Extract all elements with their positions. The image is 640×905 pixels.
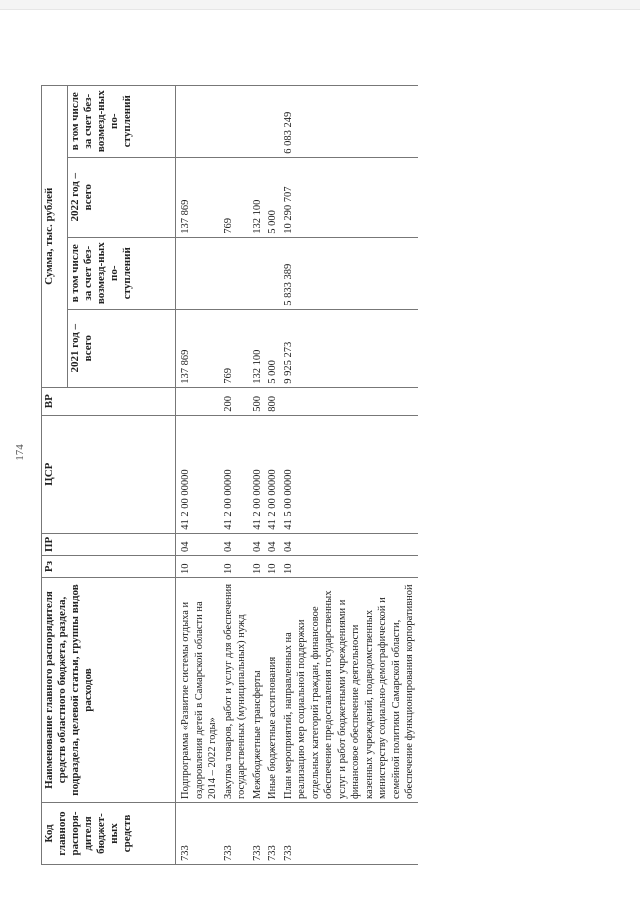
- cell-rz: 10: [176, 556, 221, 578]
- cell-csr: 41 2 00 00000: [176, 415, 221, 533]
- cell-2022-free: [265, 85, 281, 157]
- cell-2021-free: [221, 237, 250, 309]
- cell-2022-free: [176, 85, 221, 157]
- cell-2021-total: 137 869: [176, 309, 221, 387]
- header-csr: ЦСР: [42, 415, 176, 533]
- table-row: [250, 85, 266, 864]
- cell-code: 733: [176, 803, 221, 865]
- header-sum: Сумма, тыс. рублей: [42, 85, 68, 387]
- cell-pr: 04: [265, 533, 281, 555]
- cell-2021-free: [250, 237, 266, 309]
- cell-name: Межбюджетные трансферты: [250, 578, 266, 803]
- cell-2021-total: 5 000: [265, 309, 281, 387]
- cell-name: Подпрограмма «Развитие системы отдыха и оздоровления детей в Самарской области на 2014 – 2022 годы»: [176, 578, 221, 803]
- cell-2021-free: 5 833 389: [281, 237, 418, 309]
- cell-vr: [176, 387, 221, 415]
- header-rz: Рз: [42, 556, 176, 578]
- page-number: 174: [14, 444, 26, 461]
- cell-vr: 200: [221, 387, 250, 415]
- cell-rz: 10: [221, 556, 250, 578]
- cell-code: 733: [221, 803, 250, 865]
- header-2022-free: в том числе за счет без-возмезд-ных по-ступлений: [68, 85, 176, 157]
- cell-2022-free: [250, 85, 266, 157]
- cell-csr: 41 5 00 00000: [281, 415, 418, 533]
- cell-2021-free: [176, 237, 221, 309]
- table-row: [221, 85, 250, 864]
- cell-rz: 10: [265, 556, 281, 578]
- cell-vr: 500: [250, 387, 266, 415]
- cell-vr: [281, 387, 418, 415]
- cell-csr: 41 2 00 00000: [265, 415, 281, 533]
- table-row: [265, 85, 281, 864]
- header-vr: ВР: [42, 387, 176, 415]
- cell-name: План мероприятий, направленных на реализацию мер социальной поддержки отдельных категорий граждан, финансовое обеспечение предоставления государственных услуг и работ бюджетными учреждениями и финансовое обеспечение деятельности казенных учреждений, подведомственных министерству социально-демографической и семейной политики Самарской области, обеспечение функционирования корпоративной: [281, 578, 418, 803]
- cell-pr: 04: [250, 533, 266, 555]
- cell-2022-total: 137 869: [176, 157, 221, 237]
- cell-2022-total: 132 100: [250, 157, 266, 237]
- cell-code: 733: [281, 803, 418, 865]
- header-name: Наименование главного распорядителя средств областного бюджета, раздела, подраздела, целевой статьи, группы видов расходов: [42, 578, 176, 803]
- cell-csr: 41 2 00 00000: [250, 415, 266, 533]
- cell-rz: 10: [250, 556, 266, 578]
- header-2021-free: в том числе за счет без-возмезд-ных по-ступлений: [68, 237, 176, 309]
- cell-pr: 04: [281, 533, 418, 555]
- cell-name: Иные бюджетные ассигнования: [265, 578, 281, 803]
- budget-table: [41, 85, 418, 865]
- cell-csr: 41 2 00 00000: [221, 415, 250, 533]
- header-pr: ПР: [42, 533, 176, 555]
- header-2022-total: 2022 год – всего: [68, 157, 176, 237]
- table-row: [281, 85, 418, 864]
- cell-vr: 800: [265, 387, 281, 415]
- table-row: [176, 85, 221, 864]
- cell-pr: 04: [221, 533, 250, 555]
- header-2021-total: 2021 год – всего: [68, 309, 176, 387]
- cell-2021-free: [265, 237, 281, 309]
- cell-2022-total: 769: [221, 157, 250, 237]
- cell-code: 733: [265, 803, 281, 865]
- cell-2022-total: 5 000: [265, 157, 281, 237]
- cell-2021-total: 132 100: [250, 309, 266, 387]
- cell-code: 733: [250, 803, 266, 865]
- cell-rz: 10: [281, 556, 418, 578]
- cell-2021-total: 769: [221, 309, 250, 387]
- cell-name: Закупка товаров, работ и услуг для обеспечения государственных (муниципальных) нужд: [221, 578, 250, 803]
- cell-2021-total: 9 925 273: [281, 309, 418, 387]
- cell-2022-free: 6 083 249: [281, 85, 418, 157]
- header-code: Код главного распоря-дителя бюджет-ных средств: [42, 803, 176, 865]
- cell-pr: 04: [176, 533, 221, 555]
- cell-2022-total: 10 290 707: [281, 157, 418, 237]
- page-edge: [0, 0, 640, 10]
- cell-2022-free: [221, 85, 250, 157]
